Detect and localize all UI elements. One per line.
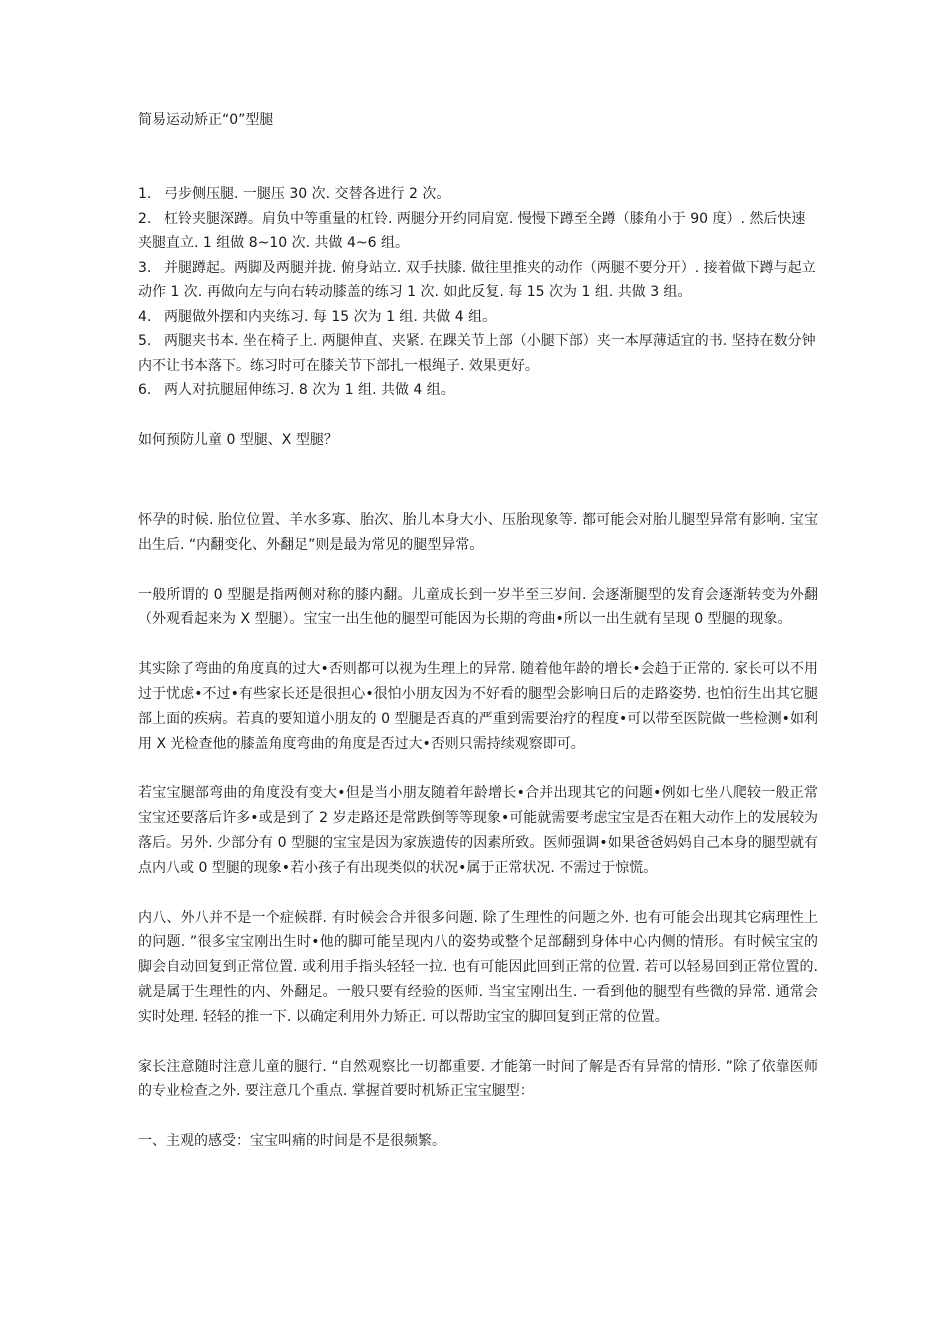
list-item [138,207,818,256]
paragraph: 家长注意随时注意儿童的腿行. “自然观察比一切都重要. 才能第一时间了解是否有异常的情形. ”除了依靠医师的专业检查之外. 要注意几个重点. 掌握首要时机矫正宝宝腿型： [138,1058,818,1100]
list-item [138,329,818,378]
list-item [138,182,818,207]
paragraph: 怀孕的时候. 胎位位置、羊水多寡、胎次、胎儿本身大小、压胎现象等. 都可能会对胎儿腿型异常有影响. 宝宝出生后. “内翻变化、外翻足”则是最为常见的腿型异常。 [138,512,818,553]
paragraph: 一般所谓的 0 型腿是指两侧对称的膝内翻。儿童成长到一岁半至三岁间. 会逐渐腿型的发育会逐渐转变为外翻（外观看起来为 X 型腿）。宝宝一出生他的腿型可能因为长期的弯曲•所以一出生就有呈现 0 型腿的现象。 [138,586,818,628]
list-item-text: 并腿蹲起。两脚及两腿并拢. 俯身站立. 双手扶膝. 做往里推夹的动作（两腿不要分开）. 接着做下蹲与起立动作 1 次. 再做向左与向右转动膝盖的练习 1 次. 如此反复. 每 15 次为 1 组. 共做 3 组。 [138,259,816,300]
list-item-number: 2. [138,210,152,227]
list-item-number: 6. [138,382,152,398]
list-item-text: 弓步侧压腿. 一腿压 30 次. 交替各进行 2 次。 [164,186,451,202]
paragraph: 一、主观的感受：宝宝叫痛的时间是不是很频繁。 [138,1133,446,1150]
list-item-number: 3. [138,259,152,276]
exercise-list [138,182,818,403]
paragraph: 若宝宝腿部弯曲的角度没有变大•但是当小朋友随着年龄增长•合并出现其它的问题•例如七坐八爬较一般正常宝宝还要落后许多•或是到了 2 岁走路还是常跌倒等等现象•可能就需要考虑宝宝是否在粗大动作上的发展较为落后。另外. 少部分有 0 型腿的宝宝是因为家族遗传的因素所致。医师强调•如果爸爸妈妈自己本身的腿型就有点内八或 0 型腿的现象•若小孩子有出现类似的状况•属于正常状况. 不需过于惊慌。 [138,785,818,876]
section-heading: 如何预防儿童 0 型腿、X 型腿？ [138,432,338,448]
list-item-number: 1. [138,186,152,202]
paragraph: 内八、外八并不是一个症候群. 有时候会合并很多问题. 除了生理性的问题之外. 也有可能会出现其它病理性上的问题. ”很多宝宝刚出生时•他的脚可能呈现内八的姿势或整个足部翻到身体中心内侧的情形。有时候宝宝的脚会自动回复到正常位置. 或利用手指头轻轻一拉. 也有可能因此回到正常的位置. 若可以轻易回到正常位置的. 就是属于生理性的内、外翻足。一般只要有经验的医师. 当宝宝刚出生. 一看到他的腿型有些微的异常. 通常会实时处理. 轻轻的推一下. 以确定利用外力矫正. 可以帮助宝宝的脚回复到正常的位置。 [138,909,818,1025]
document-title: 简易运动矫正“0”型腿 [138,112,274,128]
list-item [138,305,818,330]
article-body [138,508,818,1179]
list-item-number: 5. [138,333,152,349]
list-item-text: 两人对抗腿屈伸练习. 8 次为 1 组. 共做 4 组。 [164,382,455,398]
list-item-number: 4. [138,308,152,325]
list-item-text: 两腿做外摆和内夹练习. 每 15 次为 1 组. 共做 4 组。 [164,308,497,325]
list-item [138,378,818,403]
list-item [138,256,818,305]
list-item-text: 两腿夹书本. 坐在椅子上. 两腿伸直、夹紧. 在踝关节上部（小腿下部）夹一本厚薄适宜的书. 坚持在数分钟内不让书本落下。练习时可在膝关节下部扎一根绳子. 效果更好。 [138,333,816,374]
paragraph: 其实除了弯曲的角度真的过大•否则都可以视为生理上的异常. 随着他年龄的增长•会趋于正常的. 家长可以不用过于忧虑•不过•有些家长还是很担心•很怕小朋友因为不好看的腿型会影响日后的走路姿势. 也怕衍生出其它腿部上面的疾病。若真的要知道小朋友的 0 型腿是否真的严重到需要治疗的程度•可以带至医院做一些检测•如利用 X 光检查他的膝盖角度弯曲的角度是否过大•否则只需持续观察即可。 [138,661,818,752]
list-item-text: 杠铃夹腿深蹲。肩负中等重量的杠铃. 两腿分开约同肩宽. 慢慢下蹲至全蹲（膝角小于 90 度）. 然后快速夹腿直立. 1 组做 8~10 次. 共做 4~6 组。 [138,210,806,251]
